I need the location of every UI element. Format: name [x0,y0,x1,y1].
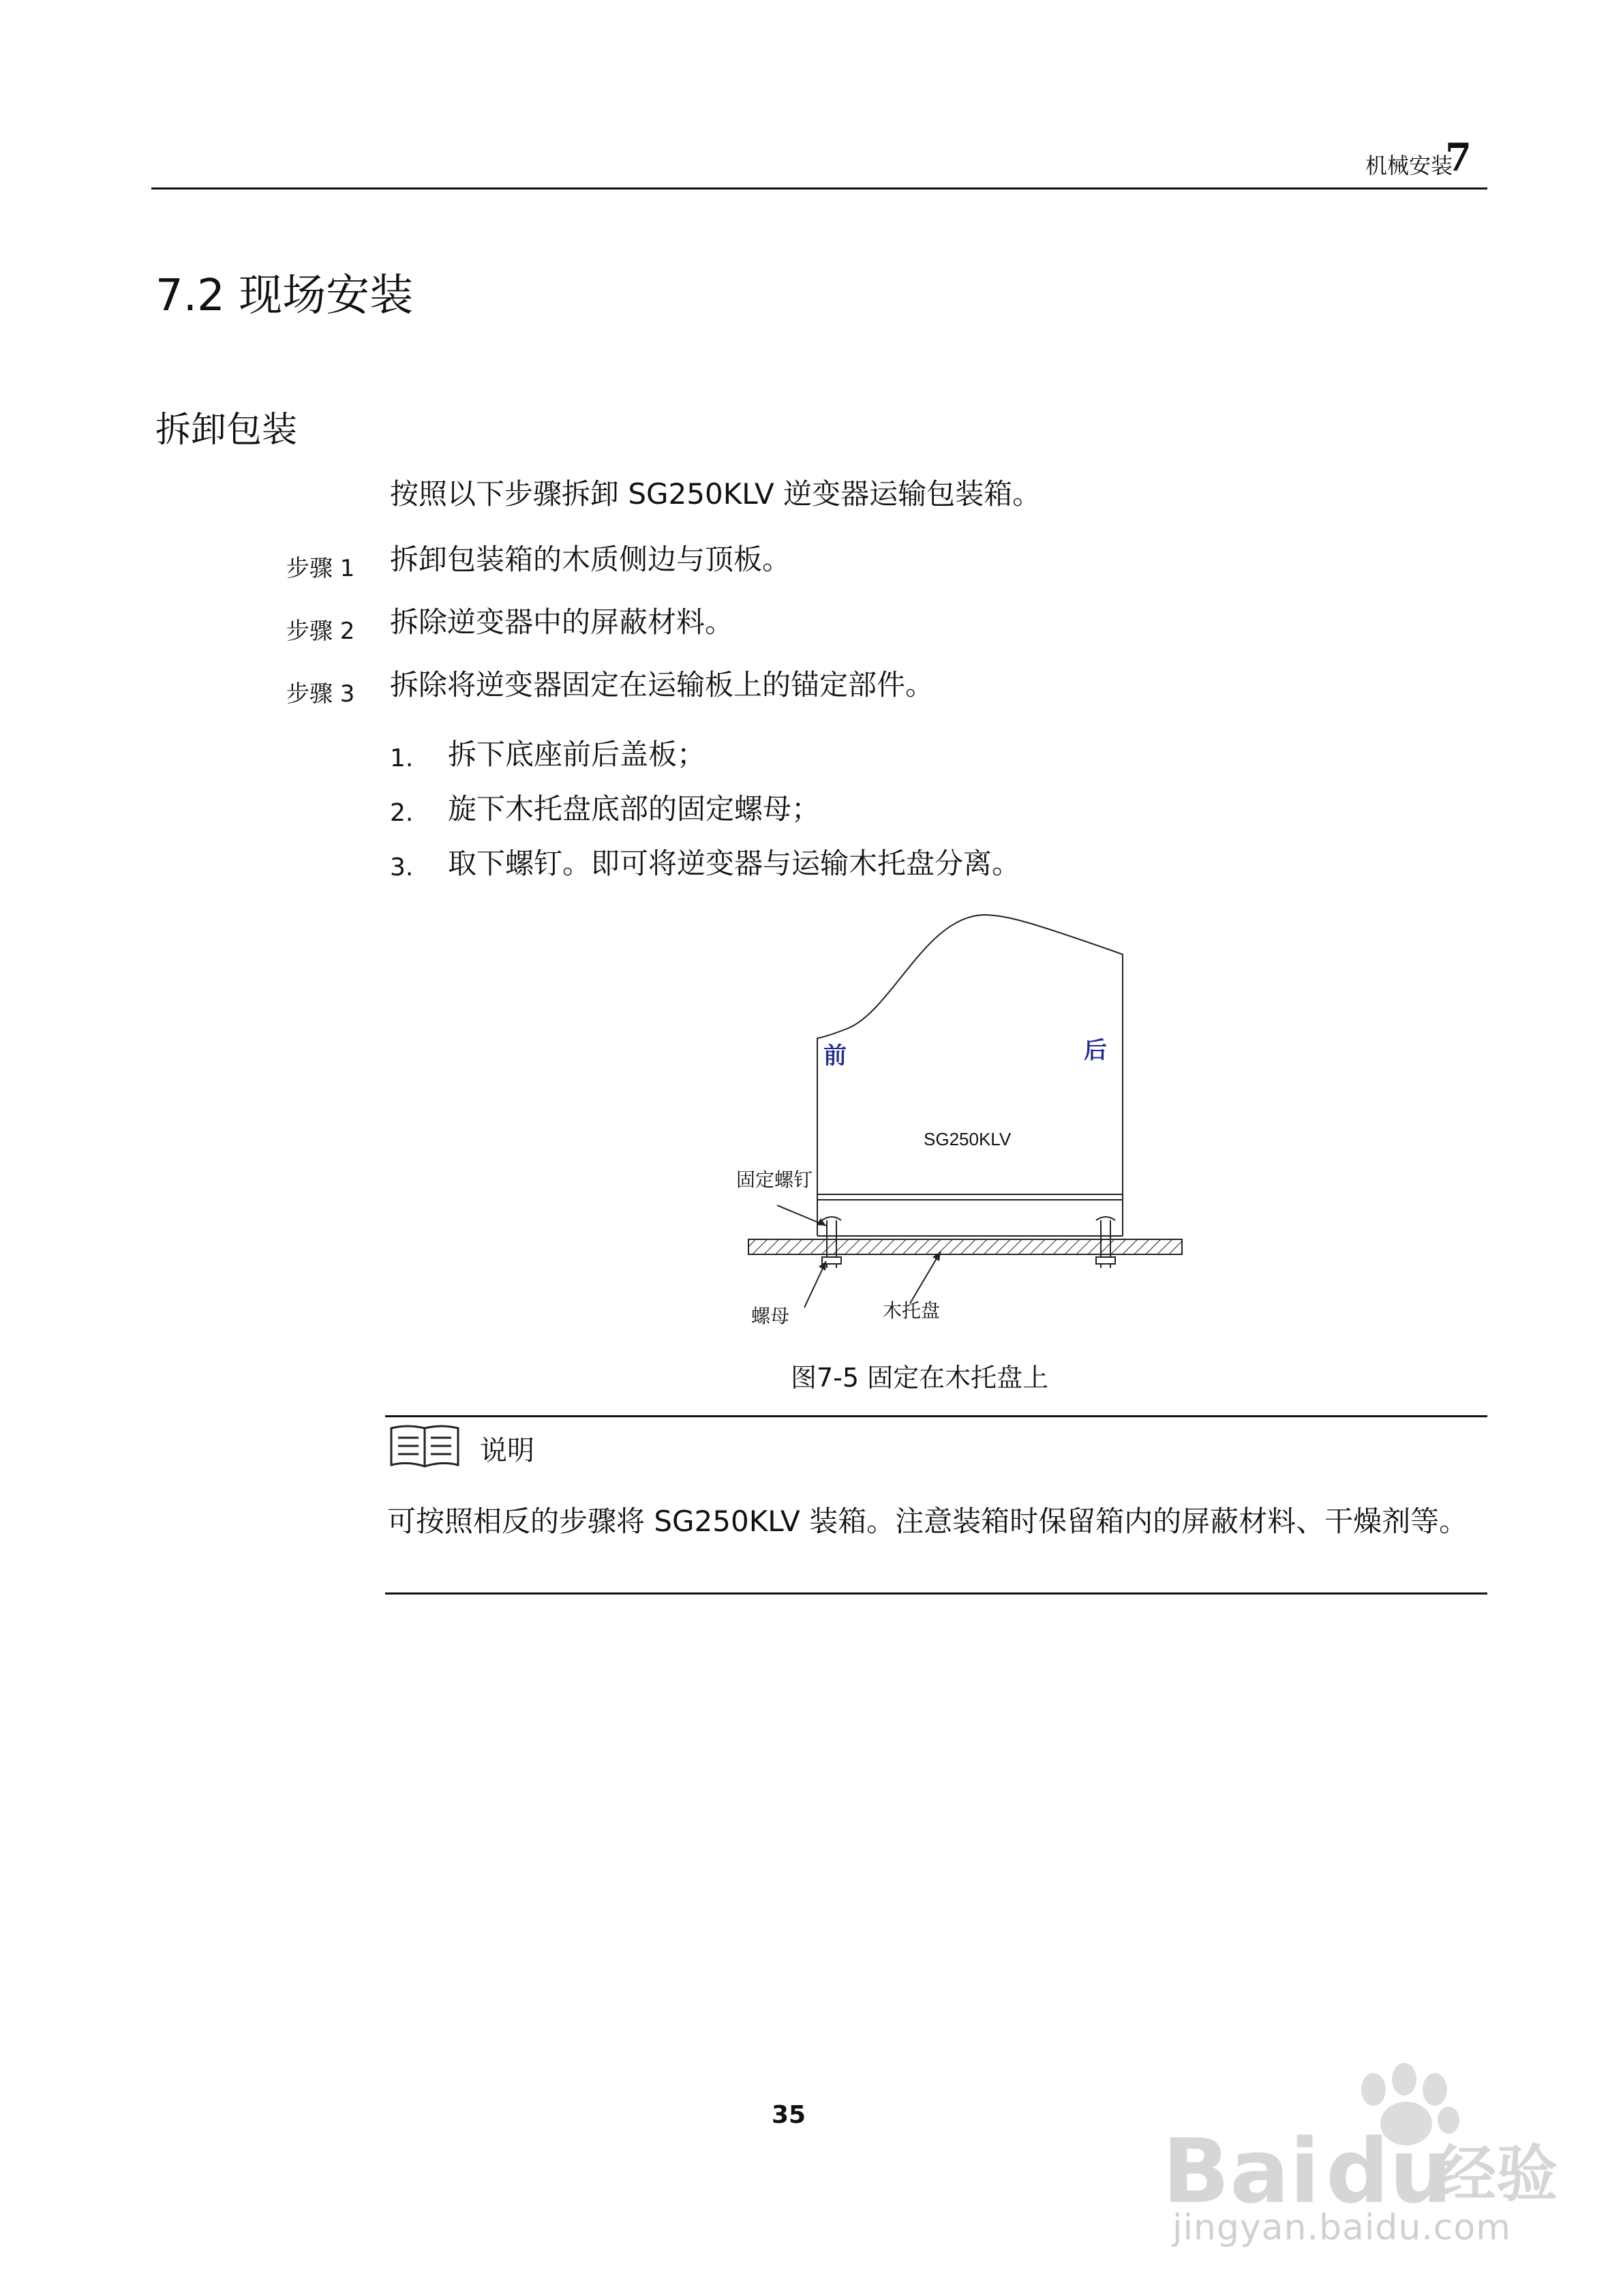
note-top-rule [385,1415,1487,1417]
figure-caption: 图7-5 固定在木托盘上 [791,1363,1049,1393]
substep-number: 2. [390,799,414,827]
substep-text: 取下螺钉。即可将逆变器与运输木托盘分离。 [448,847,1021,880]
substep-number: 1. [390,744,414,772]
open-book-icon [387,1423,462,1472]
step-text: 拆除将逆变器固定在运输板上的锚定部件。 [390,668,935,701]
model-label: SG250KLV [924,1129,1012,1149]
section-title: 7.2 现场安装 [155,271,414,321]
step-label: 步骤 3 [286,680,355,708]
nut-label: 螺母 [751,1305,790,1327]
svg-text:经验: 经验 [1435,2139,1558,2210]
front-label: 前 [823,1042,847,1070]
pallet-label: 木托盘 [883,1299,941,1322]
subsection-title: 拆卸包装 [155,410,298,451]
note-bottom-rule [385,1592,1487,1595]
inverter-outline [817,915,1123,1236]
substep-text: 旋下木托盘底部的固定螺母； [448,792,821,826]
step-label: 步骤 2 [286,618,355,645]
substep-number: 3. [390,854,414,881]
header-rule [151,187,1487,190]
running-header-chapter: 7 [1445,135,1472,180]
svg-text:Bai: Bai [1162,2119,1320,2223]
wooden-pallet [748,1239,1182,1254]
running-header-title: 机械安装 [1365,153,1453,179]
rear-label: 后 [1084,1037,1107,1064]
pallet-callout-line [910,1252,941,1303]
pallet-diagram [736,900,1213,1336]
step-text: 拆除逆变器中的屏蔽材料。 [390,605,734,639]
note-title: 说明 [480,1435,534,1466]
intro-paragraph: 按照以下步骤拆卸 SG250KLV 逆变器运输包装箱。 [390,477,1042,511]
page-number: 35 [772,2101,806,2129]
substep-text: 拆下底座前后盖板； [448,738,706,771]
step-label: 步骤 1 [286,555,355,582]
step-text: 拆卸包装箱的木质侧边与顶板。 [390,543,791,576]
watermark-url: jingyan.baidu.com [1172,2207,1511,2248]
note-text: 可按照相反的步骤将 SG250KLV 装箱。注意装箱时保留箱内的屏蔽材料、干燥剂等。 [387,1505,1468,1538]
screw-label: 固定螺钉 [736,1168,813,1191]
svg-text:du: du [1326,2119,1453,2223]
